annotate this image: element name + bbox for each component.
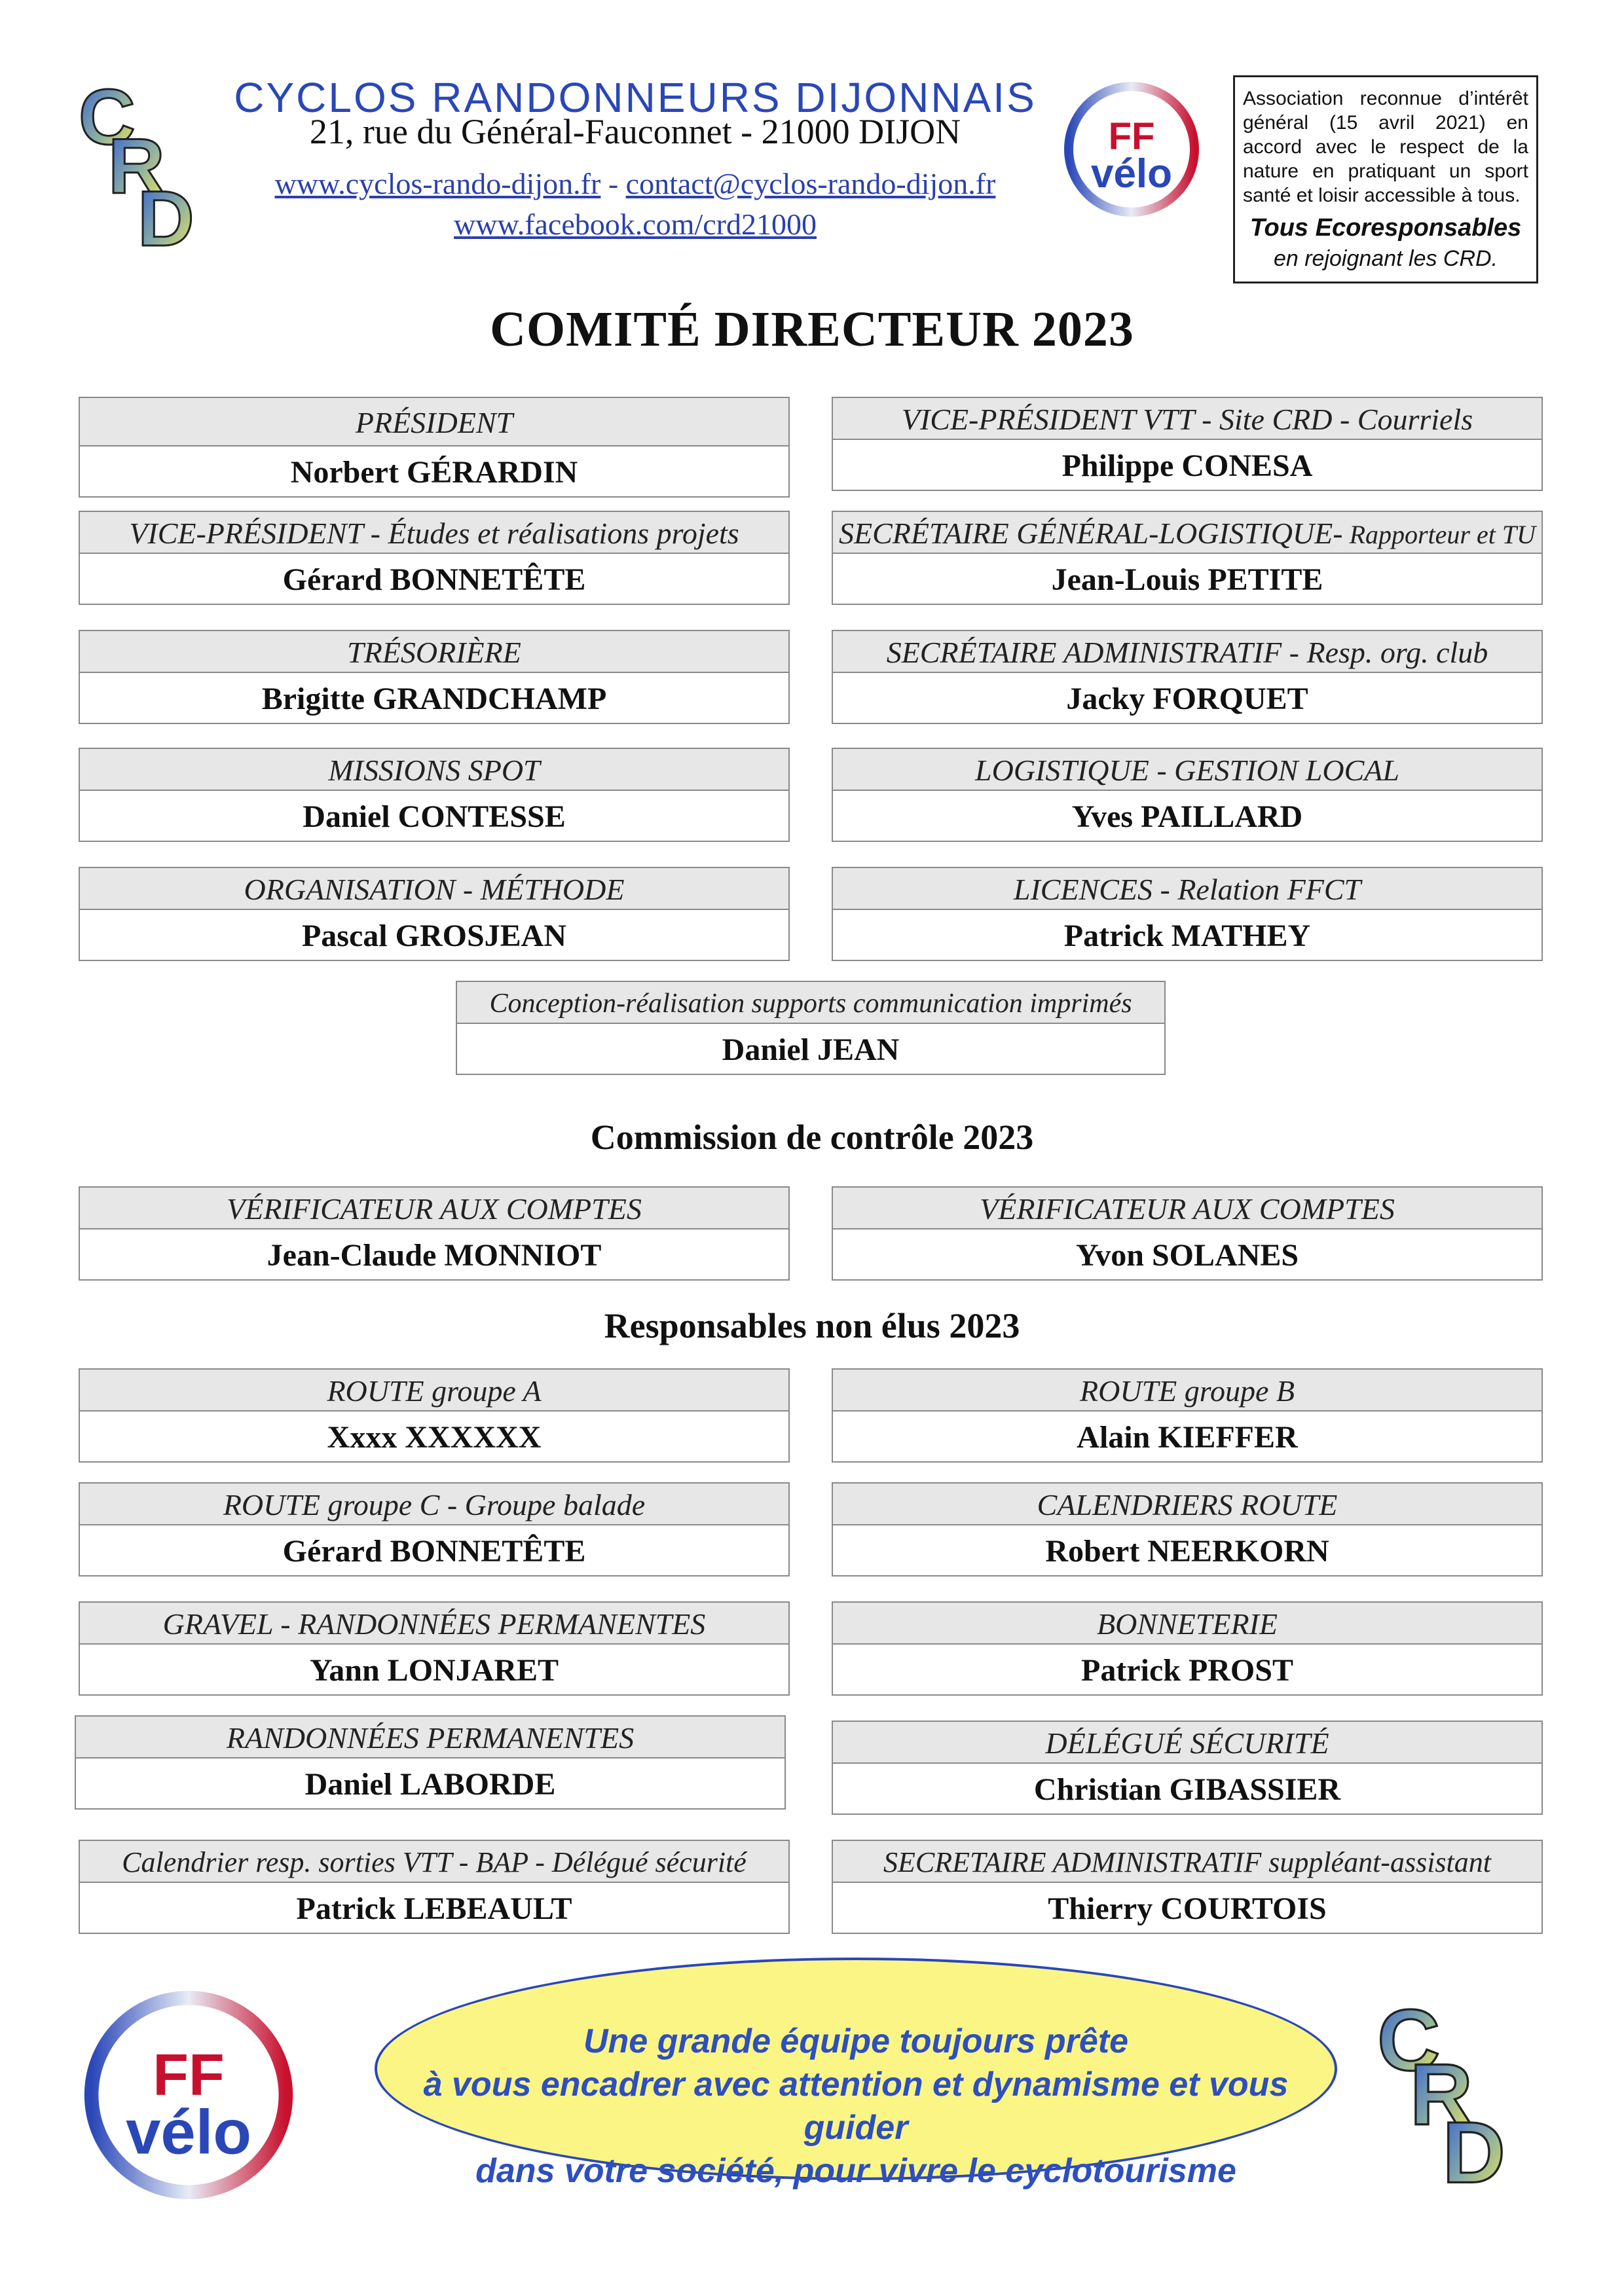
slogan-line-3: dans votre société, pour vivre le cyclotourisme <box>475 2152 1236 2190</box>
role-title: CALENDRIERS ROUTE <box>833 1484 1541 1525</box>
slogan-line-1: Une grande équipe toujours prête <box>583 2022 1129 2060</box>
role-holder: Yves PAILLARD <box>1071 799 1303 834</box>
role-card <box>79 1601 790 1696</box>
role-holder: Daniel CONTESSE <box>303 799 566 834</box>
role-card <box>79 1840 790 1934</box>
club-address: 21, rue du Général-Fauconnet - 21000 DIJON <box>309 112 961 151</box>
role-holder: Jean-Claude MONNIOT <box>267 1238 602 1273</box>
role-card <box>832 511 1543 605</box>
role-holder: Thierry COURTOIS <box>1048 1891 1327 1926</box>
role-holder: Patrick PROST <box>1081 1653 1293 1688</box>
crd-logo-footer <box>1365 1990 1549 2193</box>
role-holder: Norbert GÉRARDIN <box>290 455 578 490</box>
svg-text:vélo: vélo <box>1090 151 1173 196</box>
role-title: MISSIONS SPOT <box>80 749 788 791</box>
role-title: VICE-PRÉSIDENT - Études et réalisations projets <box>80 512 788 554</box>
svg-text:R: R <box>1410 2046 1473 2143</box>
role-holder: Jacky FORQUET <box>1066 682 1308 716</box>
role-holder: Jean-Louis PETITE <box>1051 562 1323 597</box>
role-holder: Gérard BONNETÊTE <box>282 562 586 597</box>
role-card <box>79 1368 790 1463</box>
role-holder: Gérard BONNETÊTE <box>282 1534 586 1569</box>
role-card <box>79 1482 790 1576</box>
role-holder: Patrick MATHEY <box>1063 919 1311 953</box>
role-title: SECRETAIRE ADMINISTRATIF suppléant-assistant <box>833 1841 1541 1883</box>
role-title-main: SECRÉTAIRE GÉNÉRAL-LOGISTIQUE- <box>839 517 1343 550</box>
crd-logo-header <box>72 72 229 255</box>
role-title: Calendrier resp. sorties VTT - BAP - Délégué sécurité <box>80 1841 788 1883</box>
role-card <box>79 867 790 961</box>
role-card <box>832 1482 1543 1576</box>
ffvelo-logo-header <box>1060 77 1204 221</box>
role-title: DÉLÉGUÉ SÉCURITÉ <box>833 1722 1541 1764</box>
role-holder: Robert NEERKORN <box>1045 1534 1329 1569</box>
role-card <box>832 1840 1543 1934</box>
role-title <box>833 512 1541 554</box>
role-holder: Daniel JEAN <box>722 1032 900 1067</box>
role-holder: Brigitte GRANDCHAMP <box>261 682 607 716</box>
role-card <box>456 981 1166 1075</box>
email-link[interactable]: contact@cyclos-rando-dijon.fr <box>625 167 996 200</box>
ffvelo-logo-footer <box>77 1984 300 2206</box>
role-title: ROUTE groupe A <box>80 1370 788 1412</box>
role-title: VICE-PRÉSIDENT VTT - Site CRD - Courriels <box>833 398 1541 440</box>
role-holder: Yann LONJARET <box>309 1653 559 1688</box>
role-title: RANDONNÉES PERMANENTES <box>76 1717 784 1758</box>
association-text: Association reconnue d’intérêt général (15 avril 2021) en accord avec le respect de la nature en pratiquant un sport santé et loisir accessible à tous. <box>1243 88 1528 206</box>
role-holder: Yvon SOLANES <box>1075 1238 1299 1273</box>
page-title: COMITÉ DIRECTEUR 2023 <box>490 302 1134 357</box>
association-bold: Tous Ecoresponsables <box>1249 214 1522 242</box>
role-card <box>832 1186 1543 1281</box>
role-holder: Alain KIEFFER <box>1077 1420 1298 1455</box>
non-elected-section-title: Responsables non élus 2023 <box>604 1306 1020 1345</box>
role-title-small: Rapporteur et TU <box>1342 520 1536 549</box>
role-card <box>79 748 790 842</box>
link-separator: - <box>608 167 619 200</box>
svg-text:vélo: vélo <box>126 2097 251 2168</box>
association-box <box>1233 75 1538 283</box>
role-title: LICENCES - Relation FFCT <box>833 868 1541 910</box>
slogan <box>375 2020 1337 2193</box>
role-holder: Xxxx XXXXXX <box>327 1420 542 1455</box>
role-holder: Philippe CONESA <box>1061 448 1313 483</box>
role-card <box>832 1601 1543 1696</box>
role-title: PRÉSIDENT <box>80 398 788 446</box>
svg-text:D: D <box>138 175 194 255</box>
svg-text:FF: FF <box>153 2042 225 2107</box>
role-title: LOGISTIQUE - GESTION LOCAL <box>833 749 1541 791</box>
association-sub: en rejoignant les CRD. <box>1273 246 1498 271</box>
svg-text:C: C <box>1377 1992 1441 2089</box>
facebook-link[interactable]: www.facebook.com/crd21000 <box>454 208 817 241</box>
role-title: TRÉSORIÈRE <box>80 631 788 673</box>
svg-text:C: C <box>79 73 136 161</box>
role-card <box>79 1186 790 1281</box>
role-title: ROUTE groupe C - Groupe balade <box>80 1484 788 1525</box>
svg-text:D: D <box>1442 2104 1505 2193</box>
role-title: ORGANISATION - MÉTHODE <box>80 868 788 910</box>
role-title: VÉRIFICATEUR AUX COMPTES <box>80 1188 788 1230</box>
role-card <box>79 511 790 605</box>
role-holder: Daniel LABORDE <box>304 1767 556 1802</box>
role-holder: Christian GIBASSIER <box>1033 1772 1341 1807</box>
role-card <box>832 1368 1543 1463</box>
role-card <box>832 748 1543 842</box>
role-card <box>75 1715 786 1810</box>
role-title: VÉRIFICATEUR AUX COMPTES <box>833 1188 1541 1230</box>
role-holder: Pascal GROSJEAN <box>301 919 566 953</box>
role-title: BONNETERIE <box>833 1603 1541 1645</box>
role-card <box>832 630 1543 724</box>
role-card <box>79 630 790 724</box>
svg-text:R: R <box>108 122 165 210</box>
svg-text:FF: FF <box>1108 115 1155 158</box>
role-holder: Patrick LEBEAULT <box>296 1891 572 1926</box>
role-title: ROUTE groupe B <box>833 1370 1541 1412</box>
role-title: Conception-réalisation supports communication imprimés <box>457 982 1164 1024</box>
role-card <box>832 1721 1543 1815</box>
website-link[interactable]: www.cyclos-rando-dijon.fr <box>274 167 601 200</box>
role-card <box>832 867 1543 961</box>
role-title: SECRÉTAIRE ADMINISTRATIF - Resp. org. club <box>833 631 1541 673</box>
club-name: CYCLOS RANDONNEURS DIJONNAIS <box>234 74 1037 121</box>
role-title: GRAVEL - RANDONNÉES PERMANENTES <box>80 1603 788 1645</box>
role-card <box>832 397 1543 491</box>
club-links <box>216 164 1054 245</box>
control-section-title: Commission de contrôle 2023 <box>590 1118 1034 1157</box>
slogan-line-2: à vous encadrer avec attention et dynamisme et vous guider <box>423 2066 1289 2147</box>
role-card <box>79 397 790 498</box>
